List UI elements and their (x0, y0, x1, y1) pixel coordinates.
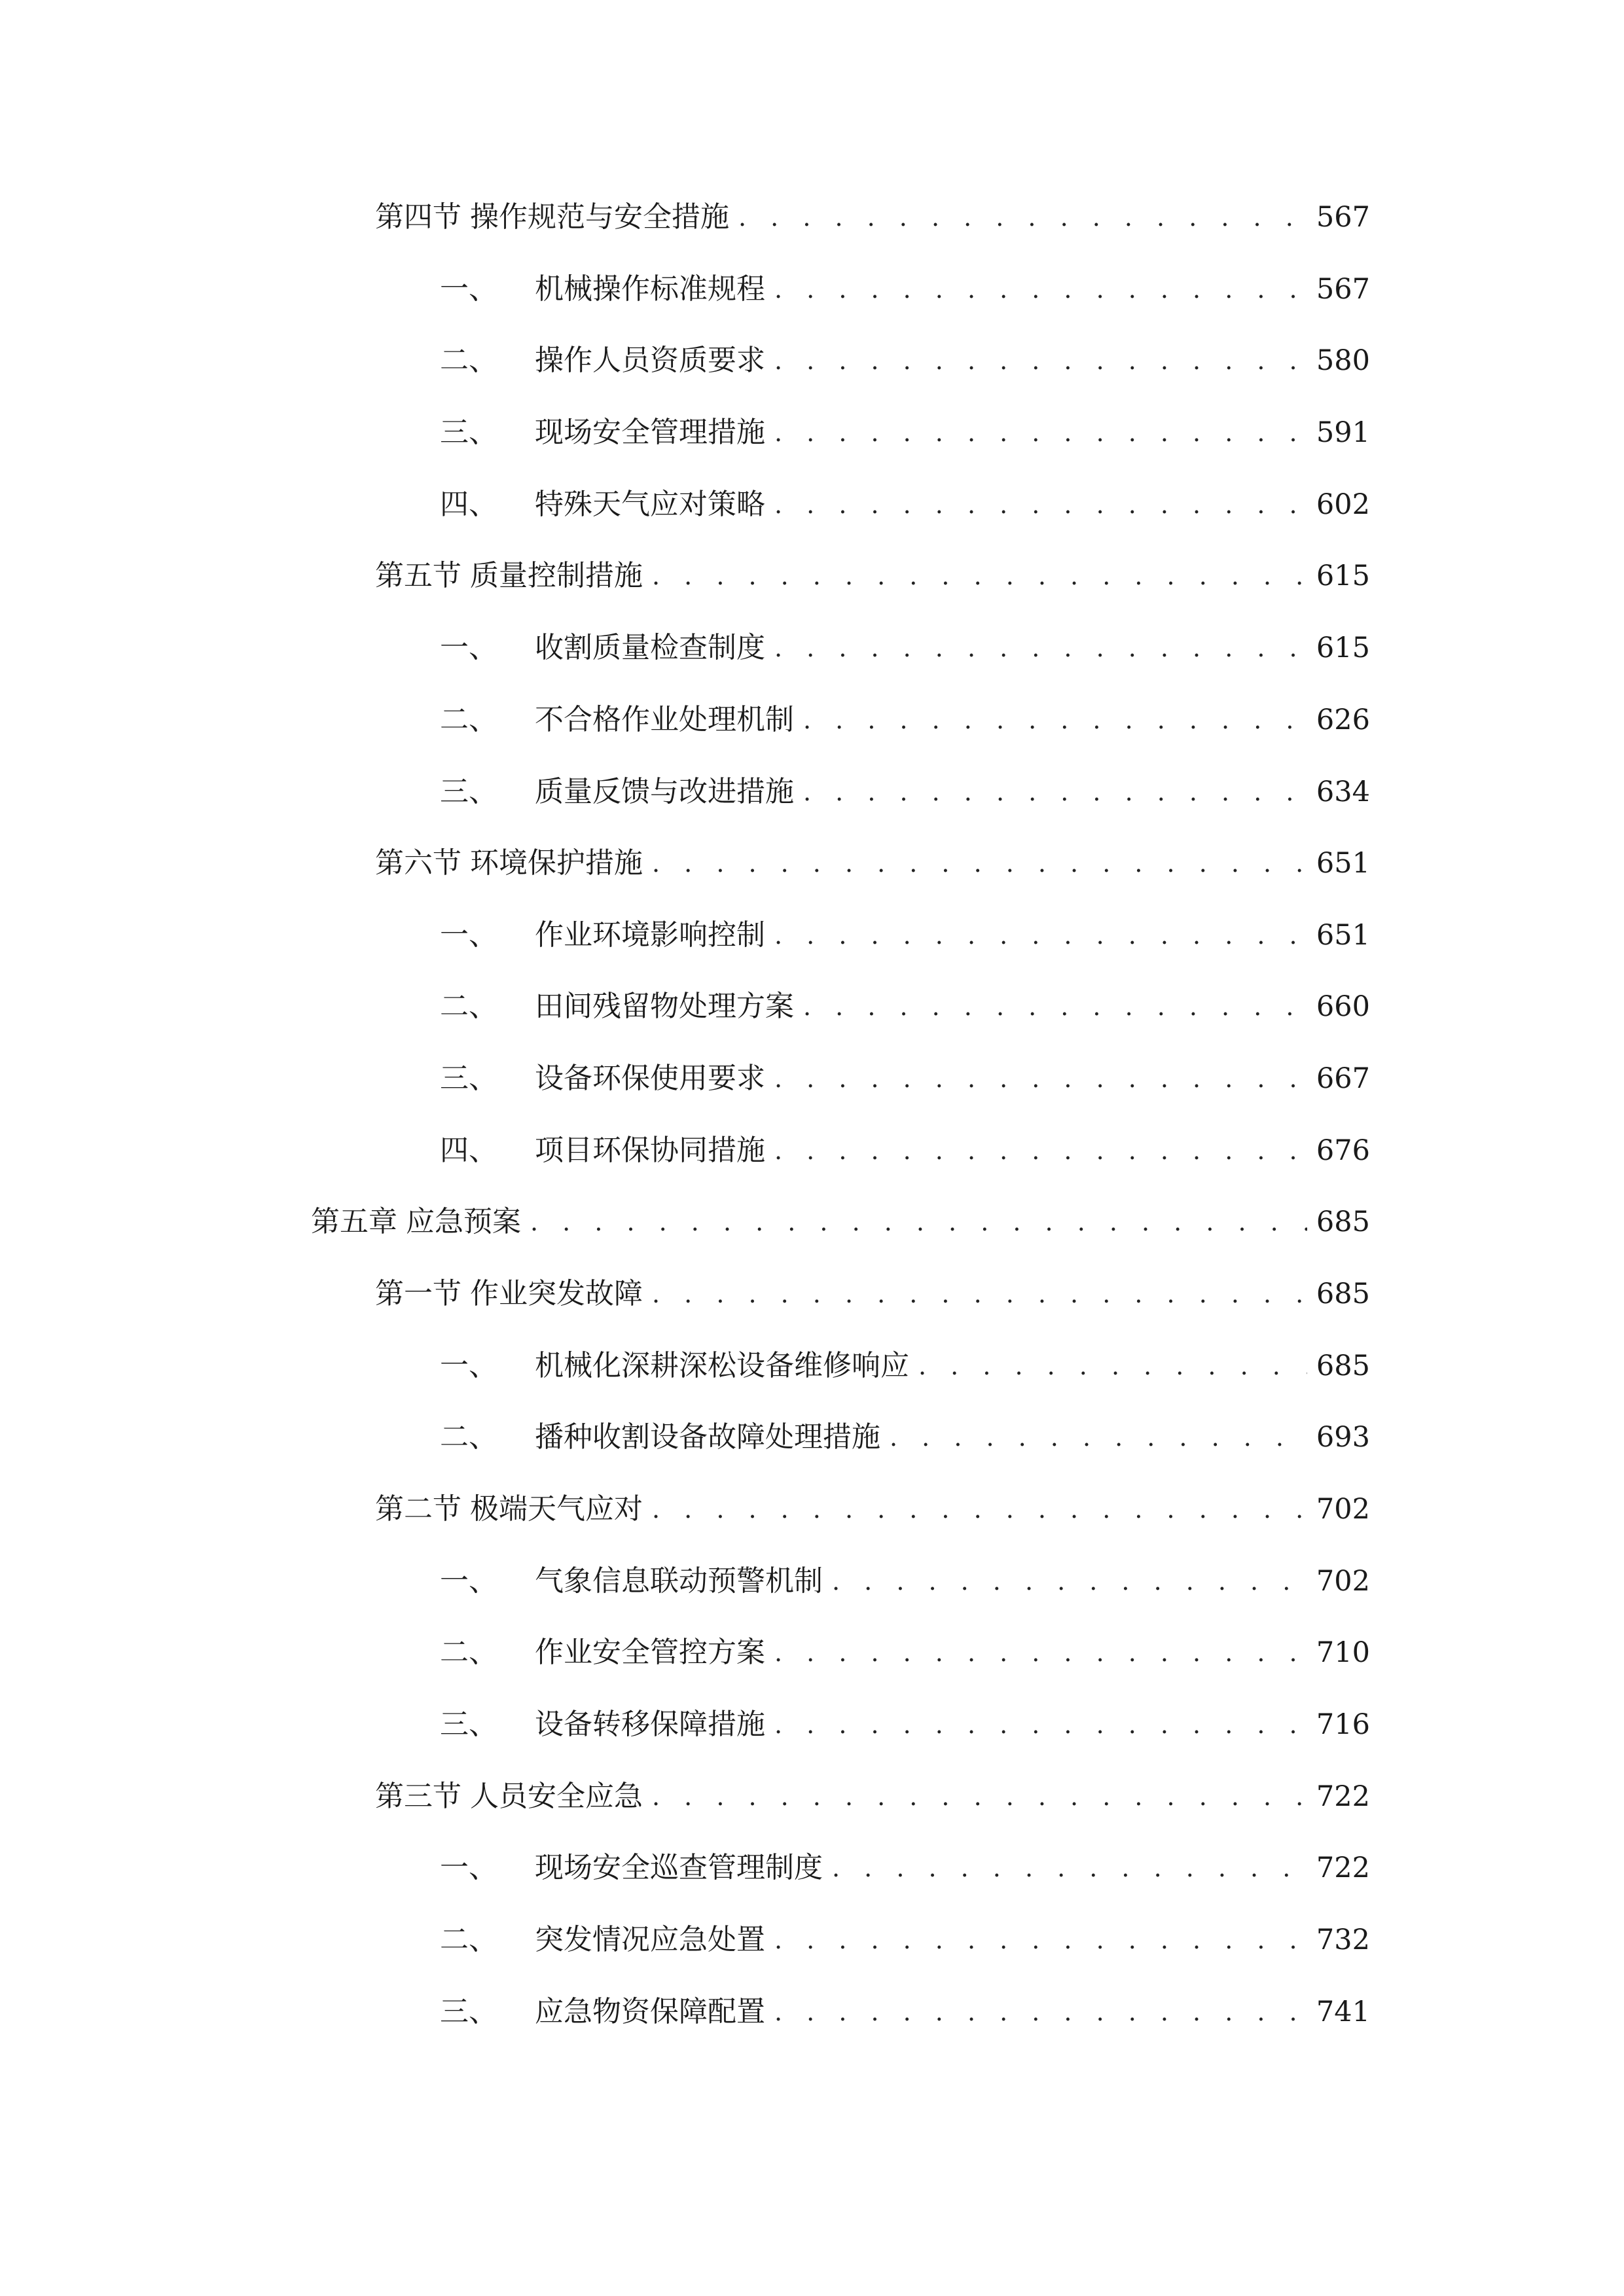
toc-entry-subsection[interactable] (440, 1914, 1370, 1966)
entry-number: 二、 (440, 1636, 497, 1669)
entry-page-number: 741 (1316, 1996, 1370, 2028)
entry-title: 质量反馈与改进措施 (535, 775, 794, 808)
entry-number: 第三节 (375, 1780, 461, 1813)
entry-page-number: 685 (1316, 1278, 1370, 1310)
toc-entry-subsection[interactable] (440, 909, 1370, 961)
toc-entry-subsection[interactable] (440, 980, 1370, 1033)
dot-leader (652, 1483, 1307, 1535)
entry-page-number: 667 (1316, 1062, 1370, 1095)
entry-page-number: 602 (1316, 488, 1370, 521)
entry-title: 机械操作标准规程 (535, 272, 765, 306)
entry-number: 第四节 (375, 200, 461, 234)
dot-leader (890, 1411, 1307, 1463)
dot-leader (832, 1842, 1307, 1894)
dot-leader (774, 1626, 1307, 1679)
toc-entry-subsection[interactable] (440, 622, 1370, 674)
entry-title: 操作规范与安全措施 (470, 200, 729, 234)
entry-number: 一、 (440, 918, 497, 952)
dot-leader (774, 334, 1307, 387)
entry-page-number: 722 (1316, 1852, 1370, 1884)
toc-entry-section[interactable] (375, 550, 1370, 602)
toc-entry-subsection[interactable] (440, 1626, 1370, 1679)
entry-title: 机械化深耕深松设备维修响应 (535, 1349, 909, 1382)
dot-leader (774, 1052, 1307, 1105)
entry-page-number: 651 (1316, 919, 1370, 952)
entry-title: 收割质量检查制度 (535, 631, 765, 664)
entry-number: 二、 (440, 990, 497, 1023)
dot-leader (652, 837, 1307, 889)
entry-page-number: 716 (1316, 1708, 1370, 1741)
entry-title: 作业突发故障 (470, 1277, 643, 1310)
entry-page-number: 732 (1316, 1924, 1370, 1956)
entry-title: 项目环保协同措施 (535, 1134, 765, 1167)
entry-title: 应急物资保障配置 (535, 1995, 765, 2028)
entry-page-number: 626 (1316, 704, 1370, 736)
entry-number: 第五节 (375, 559, 461, 592)
entry-title: 设备环保使用要求 (535, 1062, 765, 1095)
toc-entry-subsection[interactable] (440, 334, 1370, 387)
entry-page-number: 580 (1316, 344, 1370, 377)
entry-title: 突发情况应急处置 (535, 1923, 765, 1956)
entry-number: 三、 (440, 416, 497, 449)
entry-title: 极端天气应对 (470, 1492, 643, 1526)
entry-page-number: 634 (1316, 776, 1370, 808)
entry-number: 二、 (440, 703, 497, 736)
dot-leader (774, 1914, 1307, 1966)
entry-page-number: 615 (1316, 632, 1370, 664)
dot-leader (832, 1555, 1307, 1607)
entry-page-number: 685 (1316, 1350, 1370, 1382)
toc-entry-subsection[interactable] (440, 694, 1370, 746)
toc-entry-subsection[interactable] (440, 1124, 1370, 1177)
toc-entry-subsection[interactable] (440, 1986, 1370, 2038)
entry-number: 三、 (440, 1708, 497, 1741)
toc-entry-subsection[interactable] (440, 766, 1370, 818)
entry-title: 特殊天气应对策略 (535, 488, 765, 521)
entry-title: 现场安全管理措施 (535, 416, 765, 449)
toc-entry-subsection[interactable] (440, 263, 1370, 315)
entry-title: 气象信息联动预警机制 (535, 1564, 823, 1598)
entry-number: 二、 (440, 1420, 497, 1454)
dot-leader (774, 1698, 1307, 1751)
entry-number: 二、 (440, 344, 497, 377)
entry-title: 应急预案 (406, 1205, 521, 1238)
dot-leader (774, 1124, 1307, 1177)
entry-title: 现场安全巡查管理制度 (535, 1851, 823, 1884)
dot-leader (803, 980, 1307, 1033)
entry-title: 田间残留物处理方案 (535, 990, 794, 1023)
dot-leader (530, 1196, 1307, 1248)
entry-number: 四、 (440, 488, 497, 521)
entry-title: 人员安全应急 (470, 1780, 643, 1813)
toc-entry-section[interactable] (375, 1483, 1370, 1535)
entry-number: 一、 (440, 272, 497, 306)
dot-leader (652, 1268, 1307, 1320)
entry-number: 四、 (440, 1134, 497, 1167)
entry-number: 第二节 (375, 1492, 461, 1526)
entry-number: 三、 (440, 1062, 497, 1095)
entry-title: 作业安全管控方案 (535, 1636, 765, 1669)
toc-entry-subsection[interactable] (440, 1411, 1370, 1463)
toc-entry-section[interactable] (375, 1770, 1370, 1823)
dot-leader (738, 191, 1307, 243)
toc-entry-subsection[interactable] (440, 1698, 1370, 1751)
entry-title: 环境保护措施 (470, 846, 643, 880)
entry-page-number: 567 (1316, 273, 1370, 306)
entry-number: 一、 (440, 1851, 497, 1884)
toc-entry-subsection[interactable] (440, 1052, 1370, 1105)
entry-title: 作业环境影响控制 (535, 918, 765, 952)
toc-entry-chapter[interactable] (311, 1196, 1370, 1248)
toc-entry-section[interactable] (375, 837, 1370, 889)
dot-leader (774, 478, 1307, 531)
toc-entry-subsection[interactable] (440, 478, 1370, 531)
entry-page-number: 702 (1316, 1493, 1370, 1526)
entry-page-number: 676 (1316, 1134, 1370, 1167)
entry-title: 播种收割设备故障处理措施 (535, 1420, 880, 1454)
entry-page-number: 567 (1316, 201, 1370, 234)
entry-page-number: 710 (1316, 1636, 1370, 1669)
entry-title: 设备转移保障措施 (535, 1708, 765, 1741)
dot-leader (774, 263, 1307, 315)
dot-leader (774, 909, 1307, 961)
dot-leader (918, 1340, 1307, 1392)
entry-number: 第一节 (375, 1277, 461, 1310)
entry-page-number: 722 (1316, 1780, 1370, 1813)
entry-number: 一、 (440, 1349, 497, 1382)
entry-number: 三、 (440, 1995, 497, 2028)
entry-title: 不合格作业处理机制 (535, 703, 794, 736)
entry-page-number: 651 (1316, 847, 1370, 880)
entry-number: 三、 (440, 775, 497, 808)
entry-number: 一、 (440, 631, 497, 664)
entry-page-number: 702 (1316, 1565, 1370, 1598)
entry-number: 二、 (440, 1923, 497, 1956)
dot-leader (774, 1986, 1307, 2038)
dot-leader (803, 766, 1307, 818)
toc-entry-subsection[interactable] (440, 406, 1370, 459)
entry-page-number: 660 (1316, 990, 1370, 1023)
entry-page-number: 591 (1316, 416, 1370, 449)
toc-entry-subsection[interactable] (440, 1340, 1370, 1392)
entry-number: 第五章 (311, 1205, 397, 1238)
dot-leader (803, 694, 1307, 746)
entry-page-number: 615 (1316, 560, 1370, 592)
toc-entry-subsection[interactable] (440, 1555, 1370, 1607)
dot-leader (774, 622, 1307, 674)
toc-entry-section[interactable] (375, 1268, 1370, 1320)
toc-entry-section[interactable] (375, 191, 1370, 243)
entry-title: 操作人员资质要求 (535, 344, 765, 377)
entry-page-number: 685 (1316, 1206, 1370, 1238)
entry-title: 质量控制措施 (470, 559, 643, 592)
entry-number: 第六节 (375, 846, 461, 880)
entry-number: 一、 (440, 1564, 497, 1598)
dot-leader (652, 550, 1307, 602)
toc-entry-subsection[interactable] (440, 1842, 1370, 1894)
entry-page-number: 693 (1316, 1421, 1370, 1454)
dot-leader (774, 406, 1307, 459)
dot-leader (652, 1770, 1307, 1823)
